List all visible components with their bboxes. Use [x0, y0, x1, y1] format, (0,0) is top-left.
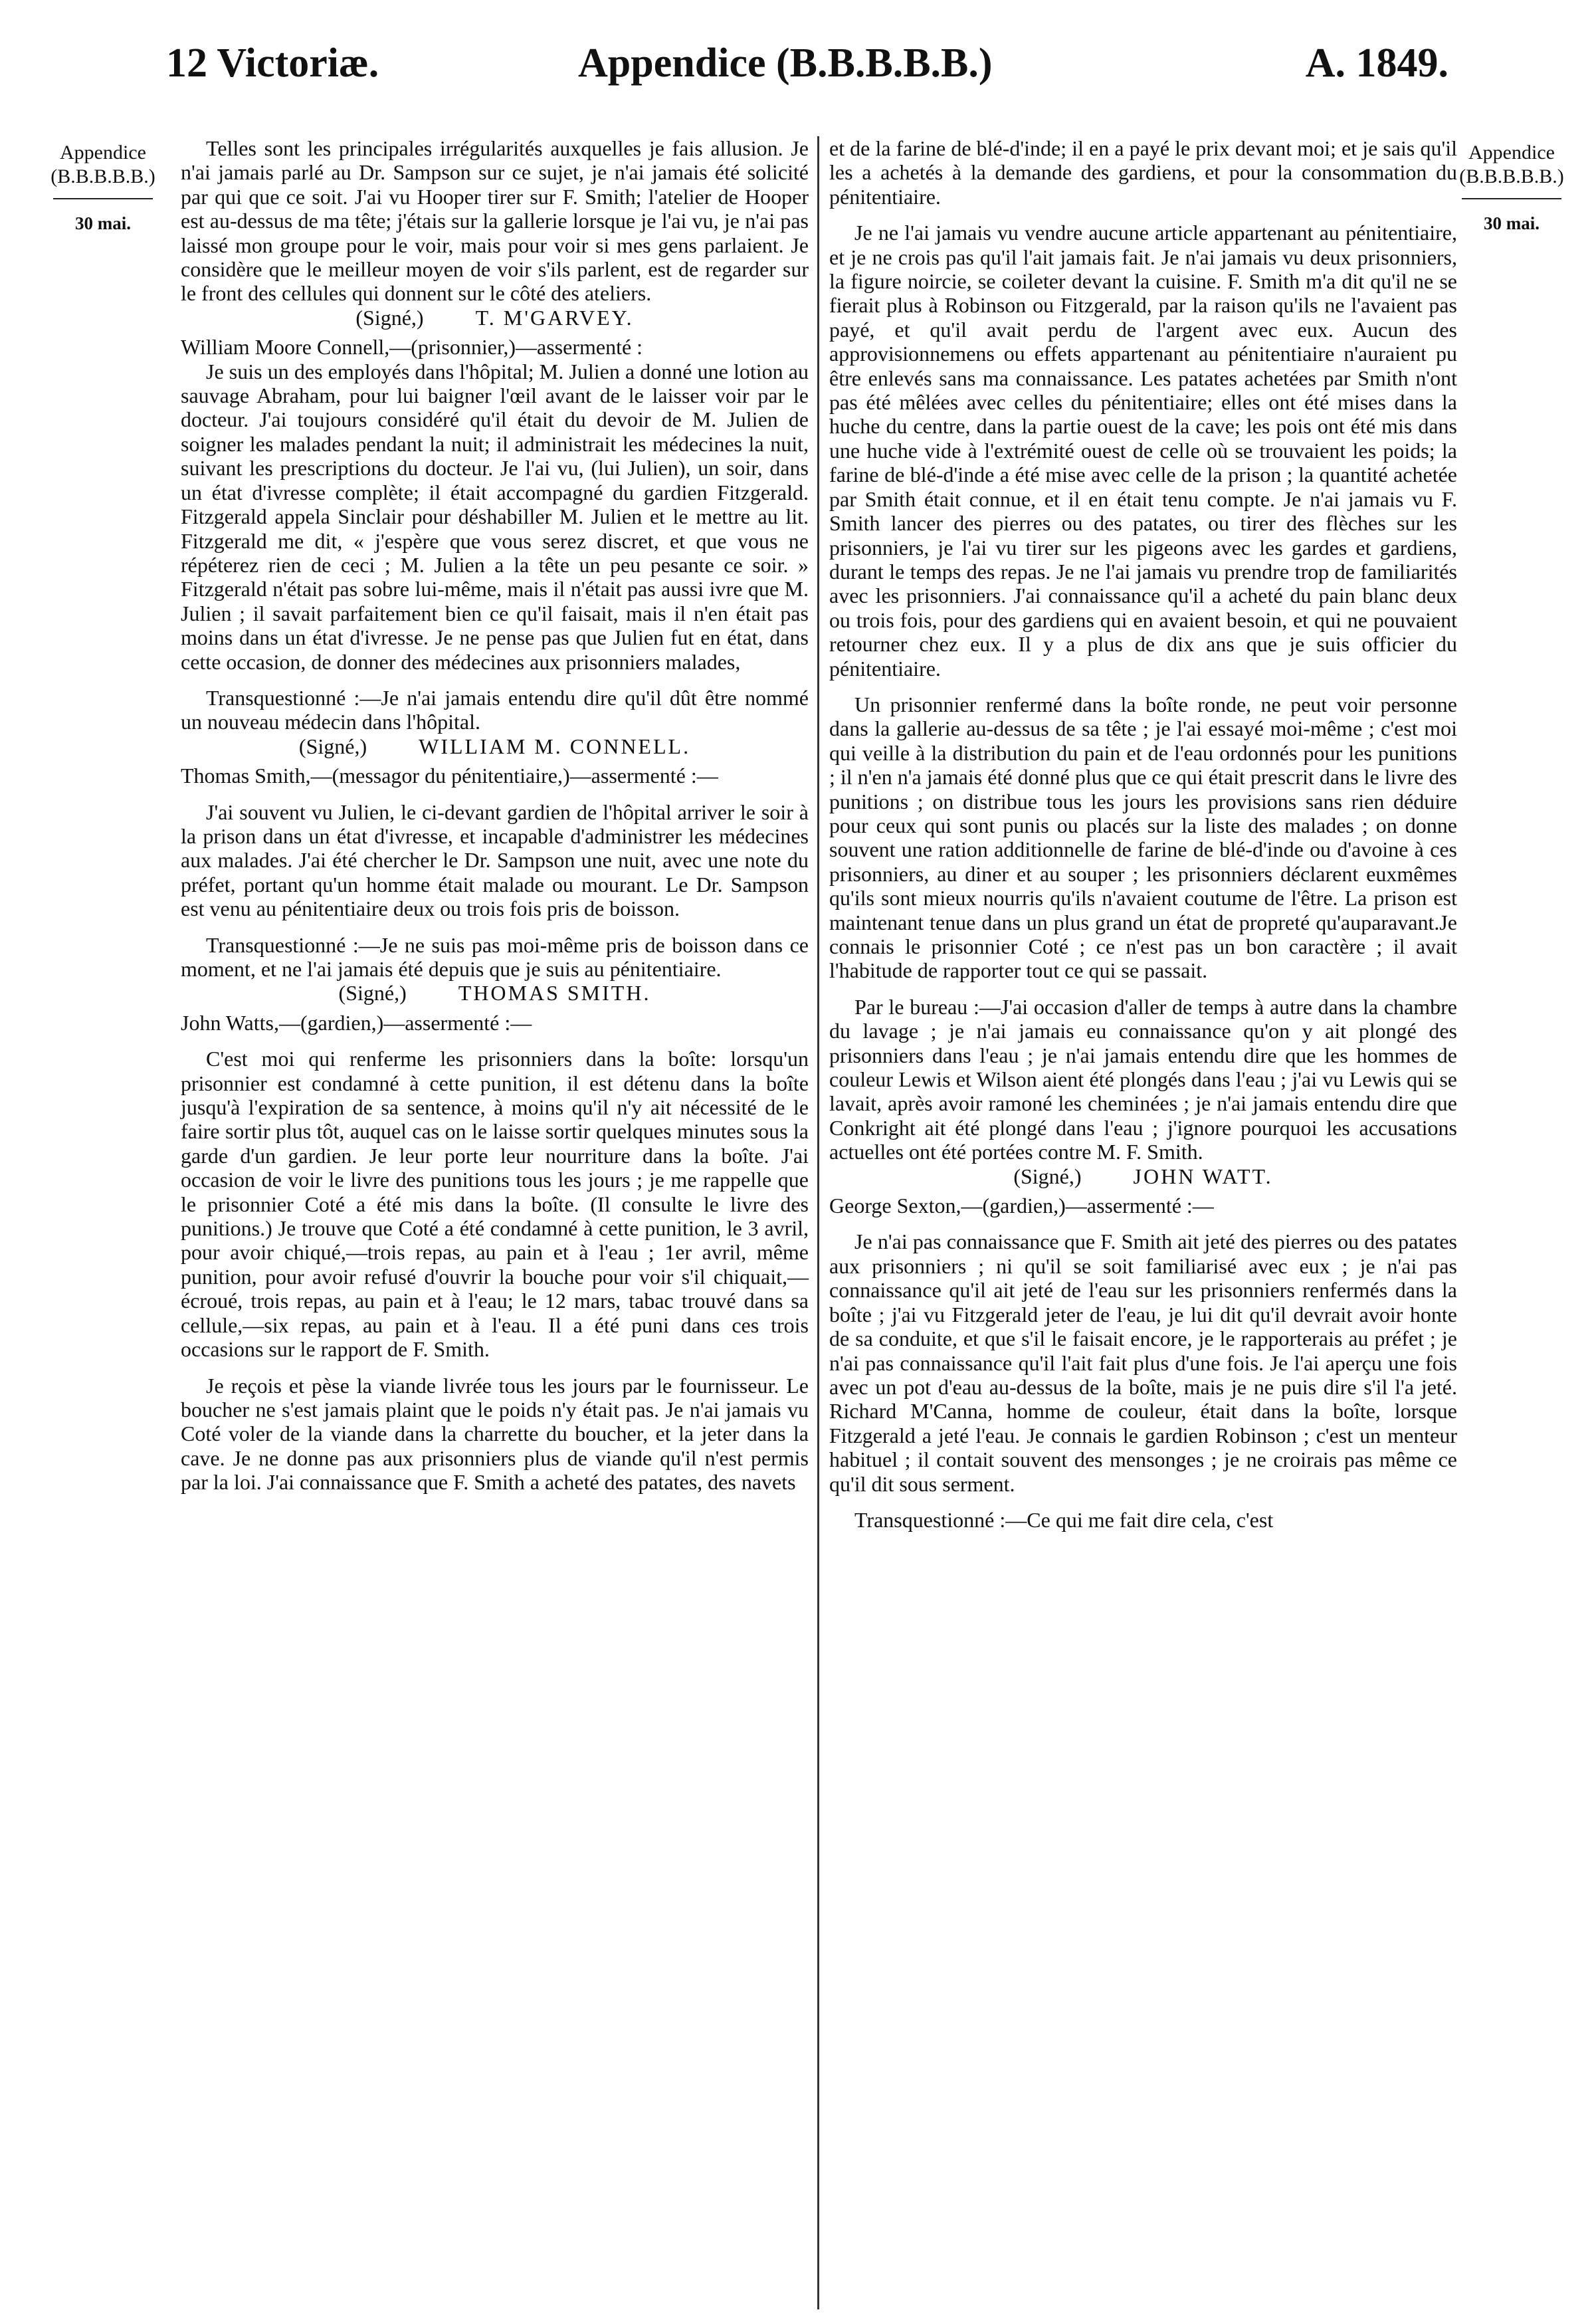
left-column [181, 136, 809, 1495]
signature-name: JOHN WATT. [1133, 1164, 1273, 1188]
witness-line: George Sexton,—(gardien,)—assermenté :— [829, 1194, 1214, 1218]
paragraph: Je n'ai pas connaissance que F. Smith ait jeté des pierres ou des patates aux prisonniers ; ni qu'il se soit familiarisé avec eux ; je n'ai pas connaissance qu'il ait jeté de l'eau sur les prisonniers renfermés dans la boîte ; j'ai vu Fitzgerald jeter de l'eau, je lui dit qu'il devrait avoir honte de sa conduite, et que s'il le faisait encore, je le rapporterais au préfet ; je n'ai pas connaissance qu'il l'ait fait plus d'une fois. Je l'ai aperçu une fois avec un pot d'eau au-dessus de la boîte, mais je ne puis dire s'il l'a jeté. Richard M'Canna, homme de couleur, était dans la boîte, lorsque Fitzgerald a jeté l'eau. Je connais le gardien Robinson ; c'est un menteur habituel ; il contait souvent des mensonges ; je ne croirais pas même ce qu'il dit sous serment. [829, 1229, 1457, 1496]
margin-note-right [1442, 141, 1581, 235]
signature [829, 1164, 1457, 1188]
paragraph: C'est moi qui renferme les prisonniers dans la boîte: lorsqu'un prisonnier est condamné à cette punition, il est détenu dans la boîte jusqu'à l'expiration de sa sentence, à moins qu'il n'y ait nécessité de le faire sortir plus tôt, auquel cas on le laisse sortir quelques minutes sous la garde d'un gardien. Je leur porte leur nourriture dans la boîte. J'ai occasion de voir le livre des punitions tous les jours ; je me rappelle que le prisonnier Coté a été mis dans la boîte. (Il consulte le livre des punitions.) Je trouve que Coté a été condamné à cette punition, le 3 avril, pour avoir chiqué,—trois repas, au pain et à l'eau ; 1er avril, même punition, pour avoir refusé d'ouvrir la bouche pour voir s'il chiquait,—écroué, trois repas, au pain et à l'eau; le 12 mars, tabac trouvé dans sa cellule,—six repas, au pain et à l'eau. Il a été puni dans ces trois occasions sur le rapport de F. Smith. [181, 1047, 809, 1362]
margin-note-title: Appendice [60, 142, 146, 163]
paragraph: Telles sont les principales irrégularités auxquelles je fais allusion. Je n'ai jamais parlé au Dr. Sampson sur ce sujet, je n'ai jamais été solicité par qui que ce soit. J'ai vu Hooper tirer sur F. Smith; l'atelier de Hooper est au-dessus de ma tête; j'étais sur la gallerie lorsque je l'ai vu, je n'ai pas laissé mon groupe pour le voir, mais pour voir si mes gens parlaient. Je considère que le meilleur moyen de voir s'ils parlent, est de regarder sur le front des cellules qui donnent sur le côté des ateliers. [181, 136, 809, 306]
paragraph: et de la farine de blé-d'inde; il en a payé le prix devant moi; et je sais qu'il les a achetés à la demande des gardiens, et pour la consommation du pénitentiaire. [829, 136, 1457, 209]
margin-note-date: 30 mai. [1484, 213, 1540, 233]
header-session: 12 Victoriæ. [166, 41, 379, 86]
margin-note-left [33, 141, 173, 235]
column-divider [817, 136, 819, 2309]
paragraph: Transquestionné :—Je ne suis pas moi-même pris de boisson dans ce moment, et ne l'ai jamais été depuis que je suis au pénitentiaire. [181, 932, 809, 981]
signature-lead: (Signé,) [1013, 1164, 1082, 1188]
paragraph: J'ai souvent vu Julien, le ci-devant gardien de l'hôpital arriver le soir à la prison dans un état d'ivresse, et incapable d'administrer les médecines aux malades. J'ai été chercher le Dr. Sampson une nuit, avec une note du préfet, portant qu'un homme était malade ou mourant. Le Dr. Sampson est venu au pénitentiaire deux ou trois fois pris de boisson. [181, 799, 809, 921]
paragraph: Transquestionné :—Je n'ai jamais entendu dire qu'il dût être nommé un nouveau médecin dans l'hôpital. [181, 685, 809, 734]
signature [181, 306, 809, 330]
signature-name: T. M'GARVEY. [475, 305, 634, 330]
paragraph: Je ne l'ai jamais vu vendre aucune article appartenant au pénitentiaire, et je ne crois pas qu'il l'ait jamais fait. Je n'ai jamais vu deux prisonniers, la figure noircie, se coileter devant la cuisine. F. Smith m'a dit qu'il ne se fierait plus à Robinson ou Fitzgerald, par la raison qu'ils ne l'avaient pas payé, et qu'il avait perdu de l'argent avec eux. Aucun des approvisionnemens ou effets appartenant au pénitentiaire n'auraient pu être enlevés sans ma connaissance. Les patates achetées par Smith n'ont pas été mêlées avec celles du pénitentiaire; elles ont été mises dans la huche du centre, dans la partie ouest de la cave; les pois ont été mis dans une huche vide à l'extrémité ouest de celle où se trouvaient les poids; la farine de blé-d'inde a été mise avec celle de la prison ; la quantité achetée par Smith était connue, et il en était tenu compte. Je n'ai jamais vu F. Smith lancer des pierres ou des patates, ou tirer des flèches sur les prisonniers, je l'ai vu tirer sur les pigeons avec les gardes et gardiens, durant le temps des repas. Je ne l'ai jamais vu prendre trop de familiarités avec les prisonniers. J'ai connaissance qu'il a acheté du pain blanc deux ou trois fois, pour des gardiens qui en avaient besoin, et qui ne pouvaient retourner chez eux. Il y a plus de dix ans que je suis officier du pénitentiaire. [829, 221, 1457, 681]
signature [181, 981, 809, 1005]
signature [181, 734, 809, 758]
witness-line: Thomas Smith,—(messagor du pénitentiaire,)—assermenté :— [181, 764, 718, 788]
margin-note-code: (B.B.B.B.B.) [1459, 165, 1564, 187]
signature-lead: (Signé,) [298, 734, 367, 758]
signature-name: THOMAS SMITH. [458, 981, 651, 1005]
paragraph: Par le bureau :—J'ai occasion d'aller de temps à autre dans la chambre du lavage ; je n'ai jamais eu connaissance qu'on y ait plongé des prisonniers dans l'eau ; je n'ai jamais entendu dire que les hommes de couleur Lewis et Wilson aient été plongés dans l'eau ; j'ai vu Lewis qui se lavait, après avoir ramoné les cheminées ; je n'ai jamais entendu dire que Conkright ait été plongé dans l'eau ; j'ignore pourquoi les accusations actuelles ont été portées contre M. F. Smith. [829, 994, 1457, 1164]
margin-note-code: (B.B.B.B.B.) [50, 165, 155, 187]
margin-note-rule [1462, 198, 1561, 199]
margin-note-rule [53, 198, 153, 199]
page-header [166, 40, 1448, 113]
paragraph: Je suis un des employés dans l'hôpital; M. Julien a donné une lotion au sauvage Abraham, pour lui baigner l'œil avant de le laisser voir par le docteur. J'ai toujours considéré qu'il était du devoir de M. Julien de soigner les malades pendant la nuit; il administrait les médecines la nuit, suivant les prescriptions du docteur. Je l'ai vu, (lui Julien), un soir, dans un état d'ivresse complète; il était accompagné du gardien Fitzgerald. Fitzgerald appela Sinclair pour déshabiller M. Julien et le mettre au lit. Fitzgerald me dit, « j'espère que vous serez discret, et que vous ne répéterez rien de ceci ; M. Julien a la tête un peu pesante ce soir. » Fitzgerald n'était pas sobre lui-même, mais il n'était pas aussi ivre que M. Julien ; il savait parfaitement bien ce qu'il faisait, mais il n'en était pas moins dans un état d'ivresse. Je ne pense pas que Julien fut en état, dans cette occasion, de donner des médecines aux prisonniers malades, [181, 359, 809, 674]
witness-line: John Watts,—(gardien,)—assermenté :— [181, 1010, 532, 1035]
witness-line: William Moore Connell,—(prisonnier,)—assermenté : [181, 335, 643, 360]
paragraph: Un prisonnier renfermé dans la boîte ronde, ne peut voir personne dans la gallerie au-dessus de sa tête ; je l'ai essayé moi-même ; c'est moi qui veille à la distribution du pain et de l'eau ordonnés pour les punitions ; il n'en n'a jamais été donné plus que ce qui était prescrit dans le livre des punitions ; on distribue tous les jours les provisions sans rien déduire pour ceux qui sont punis ou placés sur la liste des malades ; on donne souvent une ration additionnelle de farine de blé-d'inde ou d'avoine à ces prisonniers, au diner et au souper ; les prisonniers déclarent euxmêmes qu'ils sont mieux nourris qu'ils n'avaient coutume de l'être. La prison est maintenant tenue dans un plus grand un état de propreté qu'auparavant.Je connais le prisonnier Coté ; ce n'est pas un bon caractère ; il avait l'habitude de rapporter tout ce qui se passait. [829, 692, 1457, 983]
margin-note-date: 30 mai. [75, 213, 131, 233]
paragraph: Transquestionné :—Ce qui me fait dire cela, c'est [854, 1507, 1274, 1532]
right-column [829, 136, 1457, 1532]
paragraph: Je reçois et pèse la viande livrée tous les jours par le fournisseur. Le boucher ne s'est jamais plaint que le poids n'y était pas. Je n'ai jamais vu Coté voler de la viande dans la charrette du boucher, et la jeter dans la cave. Je ne donne pas aux prisonniers plus de viande qu'il n'est permis par la loi. J'ai connaissance que F. Smith a acheté des patates, des navets [181, 1373, 809, 1495]
signature-name: WILLIAM M. CONNELL. [419, 734, 691, 758]
signature-lead: (Signé,) [355, 305, 424, 330]
header-year: A. 1849. [1305, 41, 1448, 86]
margin-note-title: Appendice [1468, 142, 1555, 163]
signature-lead: (Signé,) [338, 981, 407, 1005]
header-title: Appendice (B.B.B.B.B.) [578, 41, 993, 86]
